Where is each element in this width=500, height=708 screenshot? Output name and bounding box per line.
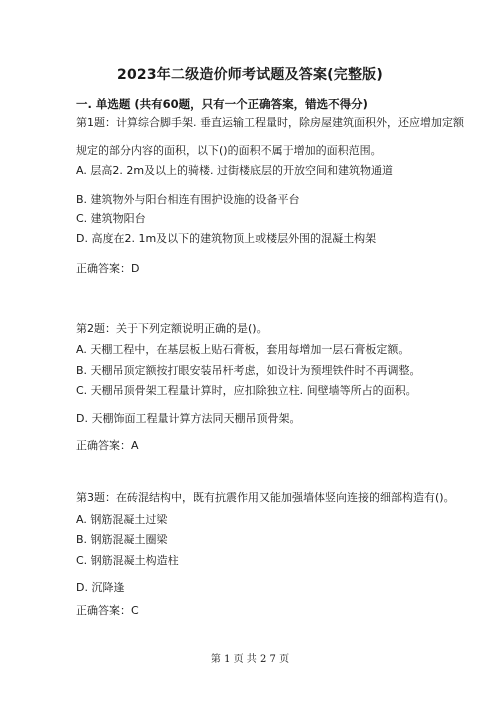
question-2-option-d: D. 天棚饰面工程量计算方法同天棚吊顶骨架。 bbox=[76, 412, 301, 425]
question-2-option-b: B. 天棚吊顶定额按打眼安装吊杆考虑，如设计为预埋铁件时不再调整。 bbox=[76, 364, 421, 377]
question-2-option-c: C. 天棚吊顶骨架工程量计算时，应扣除独立柱. 间壁墙等所占的面积。 bbox=[76, 384, 417, 397]
question-3-answer: 正确答案：C bbox=[76, 604, 139, 617]
page-footer: 第 1 页 共 2 7 页 bbox=[210, 654, 290, 665]
question-3-option-b: B. 钢筋混凝土圈梁 bbox=[76, 533, 168, 546]
question-2-option-a: A. 天棚工程中，在基层板上贴石膏板，套用每增加一层石膏板定额。 bbox=[76, 343, 410, 356]
question-3-option-d: D. 沉降逢 bbox=[76, 581, 125, 594]
document-title: 2023年二级造价师考试题及答案(完整版) bbox=[117, 67, 383, 83]
question-2-stem: 第2题：关于下列定额说明正确的是()。 bbox=[76, 322, 268, 335]
question-1-option-a: A. 层高2. 2m及以上的骑楼. 过街楼底层的开放空间和建筑物通道 bbox=[76, 164, 394, 177]
question-3-option-a: A. 钢筋混凝土过梁 bbox=[76, 513, 168, 526]
section-heading: 一. 单选题 (共有60题，只有一个正确答案，错选不得分) bbox=[76, 97, 368, 111]
question-1-stem-cont: 规定的部分内容的面积，以下()的面积不属于增加的面积范围。 bbox=[76, 144, 382, 157]
question-1-option-d: D. 高度在2. 1m及以下的建筑物顶上或楼层外围的混凝土构架 bbox=[76, 232, 377, 245]
question-1-option-c: C. 建筑物阳台 bbox=[76, 212, 146, 225]
question-1-stem: 第1题：计算综合脚手架. 垂直运输工程量时，除房屋建筑面积外，还应增加定额 bbox=[76, 116, 464, 129]
question-2-answer: 正确答案：A bbox=[76, 439, 139, 452]
question-3-stem: 第3题：在砖混结构中，既有抗震作用又能加强墙体竖向连接的细部构造有()。 bbox=[76, 491, 455, 504]
question-3-option-c: C. 钢筋混凝土构造柱 bbox=[76, 554, 179, 567]
question-1-answer: 正确答案：D bbox=[76, 262, 140, 275]
question-1-option-b: B. 建筑物外与阳台相连有围护设施的设备平台 bbox=[76, 193, 300, 206]
